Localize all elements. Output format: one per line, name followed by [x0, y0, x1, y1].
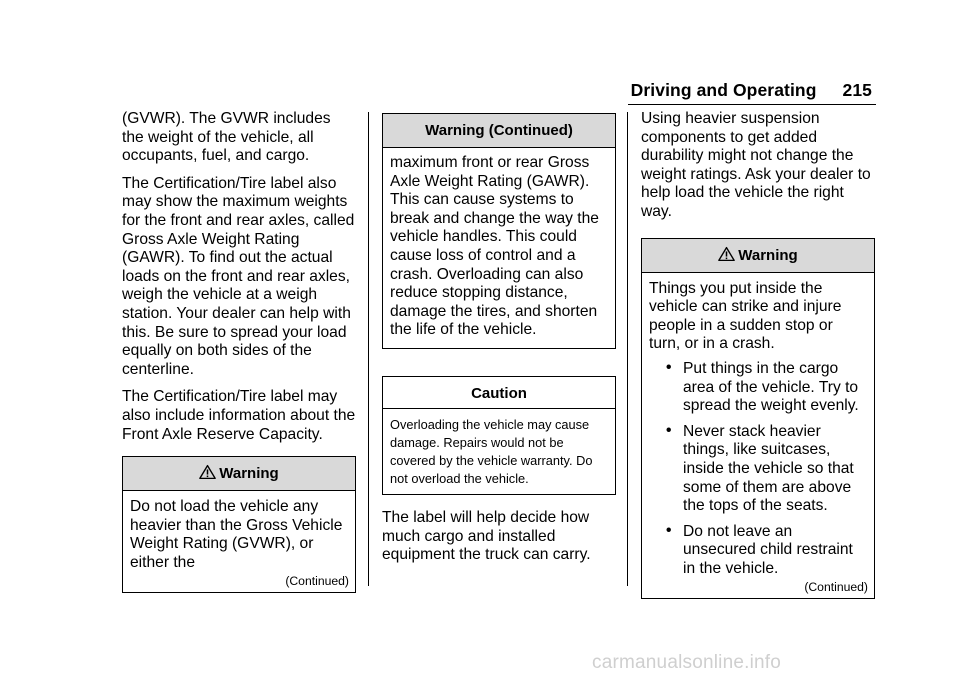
warning-text: maximum front or rear Gross Axle Weight Rating (GAWR). This can cause systems to break and change the way the vehicle handles. This could cause loss of control and a crash. Overloading can also reduce stopping distance, damage the tires, and shorten the life of the vehicle.	[390, 154, 599, 339]
watermark: carmanualsonline.info	[592, 652, 782, 673]
warning-text: Things you put inside the vehicle can strike and injure people in a sudden stop or turn, or in a crash.	[649, 279, 842, 353]
continued-label: (Continued)	[804, 580, 868, 595]
warning-triangle-icon	[199, 464, 216, 480]
column-divider-1	[368, 112, 369, 586]
column-3	[641, 110, 875, 599]
paragraph: The Certification/Tire label also may show the maximum weights for the front and rear axles, called Gross Axle Weight Rating (GAWR). To find out the actual loads on the front and rear axles, weigh the vehicle at a weigh station. Your dealer can help with this. Be sure to spread your load equally on both sides of the centerline.	[122, 174, 355, 378]
paragraph: Using heavier suspension components to get added durability might not change the weight ratings. Ask your dealer to help load the vehicle the right way.	[641, 110, 871, 220]
continued-label: (Continued)	[285, 574, 349, 589]
list-item: • Never stack heavier things, like suitcases, inside the vehicle so that some of them are above the tops of the seats.	[666, 421, 854, 515]
section-title: Driving and Operating	[630, 80, 817, 100]
paragraph: The Certification/Tire label may also include information about the Front Axle Reserve Capacity.	[122, 388, 356, 443]
warning-triangle-icon	[718, 246, 735, 262]
warning-title: Warning	[738, 246, 798, 264]
warning-box	[122, 456, 356, 593]
column-1	[122, 110, 356, 593]
paragraph: The label will help decide how much cargo and installed equipment the truck can carry.	[382, 508, 591, 564]
caution-box	[382, 376, 616, 495]
caution-text: Overloading the vehicle may cause damage. Repairs would not be covered by the vehicle warranty. Do not overload the vehicle.	[390, 416, 593, 486]
warning-continued-box	[382, 113, 616, 349]
warning-continued-header: Warning (Continued)	[383, 114, 615, 148]
warning-title: Warning	[219, 465, 279, 483]
list-item: • Put things in the cargo area of the vehicle. Try to spread the weight evenly.	[666, 358, 859, 415]
paragraph: (GVWR). The GVWR includes the weight of the vehicle, all occupants, fuel, and cargo.	[122, 110, 331, 165]
page-header	[631, 80, 872, 101]
warning-text: Do not load the vehicle any heavier than the Gross Vehicle Weight Rating (GVWR), or either the	[130, 498, 343, 571]
caution-header: Caution	[383, 377, 615, 409]
warning-header	[123, 457, 355, 491]
list-item: • Do not leave an unsecured child restraint in the vehicle.	[666, 521, 853, 577]
header-rule	[628, 104, 876, 105]
page-number: 215	[842, 80, 872, 100]
warning-bullet-list	[649, 360, 868, 579]
warning-box	[641, 238, 875, 600]
column-2	[382, 113, 616, 574]
warning-header	[642, 239, 874, 273]
column-divider-2	[627, 112, 628, 586]
